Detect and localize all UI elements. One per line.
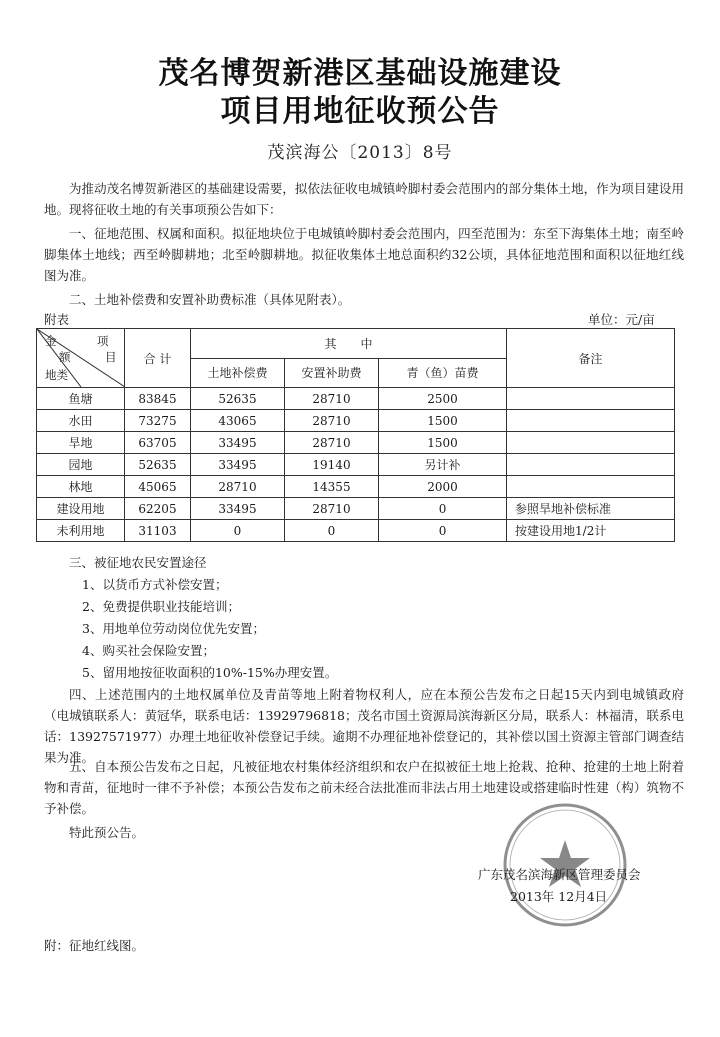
cell-land-type: 未利用地: [37, 520, 125, 542]
cell-remark: [507, 476, 675, 498]
document-title-line1: 茂名博贺新港区基础设施建设: [158, 56, 562, 91]
cell-land-type: 旱地: [37, 432, 125, 454]
corner-label-dilei: 地类: [45, 368, 68, 382]
cell-resettle: 28710: [285, 410, 379, 432]
compensation-table: [36, 328, 675, 542]
cell-resettle: 28710: [285, 432, 379, 454]
cell-land: 33495: [191, 454, 285, 476]
cell-crops: 0: [379, 520, 507, 542]
cell-resettle: 28710: [285, 498, 379, 520]
cell-remark: 按建设用地1/2计: [507, 520, 675, 542]
corner-label-jin: 金: [45, 334, 57, 348]
compensation-table-wrap: [36, 328, 674, 542]
document-number: 茂滨海公〔2013〕8号: [267, 143, 453, 163]
cell-resettle: 0: [285, 520, 379, 542]
corner-label-e: 额: [59, 350, 71, 364]
table-unit: 单位：元/亩: [588, 312, 655, 327]
cell-land: 33495: [191, 432, 285, 454]
cell-land-type: 水田: [37, 410, 125, 432]
table-caption: 附表: [44, 312, 70, 327]
cell-total: 52635: [125, 454, 191, 476]
table-corner-header: [37, 329, 125, 388]
cell-remark: [507, 432, 675, 454]
cell-land-type: 鱼塘: [37, 388, 125, 410]
cell-resettle: 19140: [285, 454, 379, 476]
cell-land: 52635: [191, 388, 285, 410]
header-total: 合 计: [125, 329, 191, 388]
header-land-compensation: 土地补偿费: [191, 358, 285, 388]
cell-total: 73275: [125, 410, 191, 432]
table-row: [37, 454, 675, 476]
section-4-paragraph: 四、上述范围内的土地权属单位及青苗等地上附着物权利人，应在本预公告发布之日起15天内到电城镇政府（电城镇联系人：黄冠华，联系电话：13929796818；茂名市国土资源局滨海新区分局，联系人：林福清，联系电话：13927571977）办理土地征收补偿登记手续。逾期不办理征地补偿登记的，其补偿以国土资源主管部门调查结果为准。: [44, 687, 684, 765]
signature-date: 2013年 12月4日: [510, 889, 608, 904]
cell-crops: 2000: [379, 476, 507, 498]
cell-remark: [507, 410, 675, 432]
cell-total: 31103: [125, 520, 191, 542]
section-3-item: 2、免费提供职业技能培训；: [82, 599, 240, 614]
cell-total: 83845: [125, 388, 191, 410]
section-3-item: 1、以货币方式补偿安置；: [82, 577, 228, 592]
cell-land: 43065: [191, 410, 285, 432]
intro-paragraph: 为推动茂名博贺新港区的基础建设需要，拟依法征收电城镇岭脚村委会范围内的部分集体土地，作为项目建设用地。现将征收土地的有关事项预公告如下：: [44, 181, 684, 217]
signer-organization: 广东茂名滨海新区管理委员会: [478, 867, 641, 882]
section-3-item: 5、留用地按征收面积的10%-15%办理安置。: [82, 665, 338, 680]
cell-remark: [507, 454, 675, 476]
corner-label-mu: 目: [105, 350, 117, 364]
corner-label-xiang: 项: [97, 334, 109, 348]
table-row: [37, 410, 675, 432]
table-row: [37, 498, 675, 520]
header-remark: 备注: [507, 329, 675, 388]
cell-crops: 2500: [379, 388, 507, 410]
cell-land: 28710: [191, 476, 285, 498]
attachment-note: 附：征地红线图。: [44, 938, 145, 953]
cell-remark: [507, 388, 675, 410]
header-group: 其 中: [191, 329, 507, 359]
cell-remark: 参照旱地补偿标准: [507, 498, 675, 520]
section-3-item: 4、购买社会保险安置；: [82, 643, 215, 658]
cell-crops: 1500: [379, 410, 507, 432]
section-1-paragraph: 一、征地范围、权属和面积。拟征地块位于电城镇岭脚村委会范围内，四至范围为：东至下海集体土地；南至岭脚集体土地线；西至岭脚耕地；北至岭脚耕地。拟征收集体土地总面积约32公顷，具体征地范围和面积以征地红线图为准。: [44, 226, 684, 283]
header-crops-fee: 青（鱼）苗费: [379, 358, 507, 388]
document-title-line2: 项目用地征收预公告: [220, 94, 500, 129]
section-2-heading: 二、土地补偿费和安置补助费标准（具体见附表）。: [69, 292, 351, 307]
cell-total: 62205: [125, 498, 191, 520]
header-resettlement-subsidy: 安置补助费: [285, 358, 379, 388]
cell-land-type: 林地: [37, 476, 125, 498]
cell-land: 0: [191, 520, 285, 542]
section-3-heading: 三、被征地农民安置途径: [69, 555, 207, 570]
cell-resettle: 28710: [285, 388, 379, 410]
section-3-item: 3、用地单位劳动岗位优先安置；: [82, 621, 265, 636]
cell-resettle: 14355: [285, 476, 379, 498]
cell-land-type: 建设用地: [37, 498, 125, 520]
cell-land: 33495: [191, 498, 285, 520]
cell-land-type: 园地: [37, 454, 125, 476]
cell-crops: 0: [379, 498, 507, 520]
cell-crops: 1500: [379, 432, 507, 454]
cell-crops: 另计补: [379, 454, 507, 476]
table-row: [37, 432, 675, 454]
table-row: [37, 520, 675, 542]
table-row: [37, 388, 675, 410]
section-5-paragraph: 五、自本预公告发布之日起，凡被征地农村集体经济组织和农户在拟被征土地上抢栽、抢种、抢建的土地上附着物和青苗，征地时一律不予补偿；本预公告发布之前未经合法批准而非法占用土地建设或搭建临时性建（构）筑物不予补偿。: [44, 759, 684, 816]
cell-total: 45065: [125, 476, 191, 498]
table-row: [37, 476, 675, 498]
cell-total: 63705: [125, 432, 191, 454]
closing-text: 特此预公告。: [69, 825, 145, 840]
